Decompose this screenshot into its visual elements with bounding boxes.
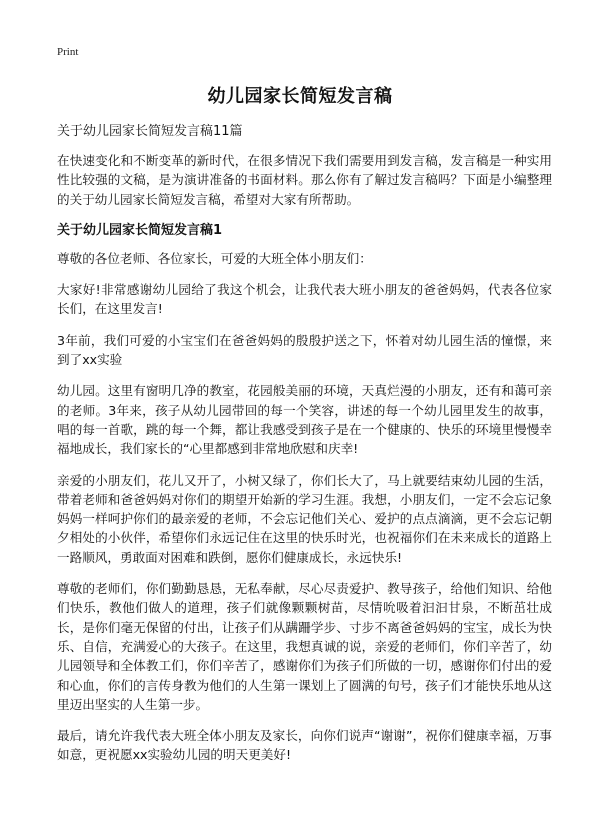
paragraph-greeting: 尊敬的各位老师、各位家长，可爱的大班全体小朋友们： (57, 250, 372, 266)
paragraph-closing: 最后，请允许我代表大班全体小朋友及家长，向你们说声“谢谢”，祝你们健康幸福，万事如意，更祝愿xx实验幼儿园的明天更美好! (57, 728, 552, 763)
paragraph-teachers: 尊敬的老师们，你们勤勤恳恳，无私奉献，尽心尽责爱护、教导孩子，给他们知识、给他们快乐，教他们做人的道理，孩子们就像颗颗树苗，尽情吮吸着汩汩甘泉，不断茁壮成长，是你们毫无保留的付出，让孩子们从蹒跚学步、寸步不离爸爸妈妈的宝宝，成长为快乐、自信，充满爱心的大孩子。在这里，我想真诚的说，亲爱的老师们，你们辛苦了，幼儿园领导和全体教工们，你们辛苦了，感谢你们为孩子们所做的一切，感谢你们付出的爱和心血，你们的言传身教为他们的人生第一课划上了圆满的句号，孩子们才能快乐地从这里迈出坚实的人生第一步。 (57, 581, 552, 712)
paragraph-kindergarten: 幼儿园。这里有窗明几净的教室，花园般美丽的环境，天真烂漫的小朋友，还有和蔼可亲的老师。3年来，孩子从幼儿园带回的每一个笑容，讲述的每一个幼儿园里发生的故事，唱的每一首歌，跳的每一个舞，都让我感受到孩子是在一个健康的、快乐的环境里慢慢幸福地成长，我们家长的“心里都感到非常地欣慰和庆幸! (57, 383, 552, 457)
paragraph-arrival: 3年前，我们可爱的小宝宝们在爸爸妈妈的殷殷护送之下，怀着对幼儿园生活的憧憬，来到了xx实验 (57, 332, 552, 368)
document-body (57, 122, 552, 777)
document-subtitle: 关于幼儿园家长简短发言稿11篇 (57, 124, 243, 139)
intro-paragraph: 在快速变化和不断变革的新时代，在很多情况下我们需要用到发言稿，发言稿是一种实用性比较强的文稿，是为演讲准备的书面材料。那么你有了解过发言稿吗？下面是小编整理的关于幼儿园家长简短发言稿，希望对大家有所帮助。 (57, 153, 552, 207)
section-heading: 关于幼儿园家长简短发言稿1 (57, 222, 223, 238)
print-link[interactable]: Print (57, 46, 79, 58)
paragraph-thanks: 大家好!非常感谢幼儿园给了我这个机会，让我代表大班小朋友的爸爸妈妈，代表各位家长们，在这里发言! (57, 282, 552, 317)
paragraph-children: 亲爱的小朋友们，花儿又开了，小树又绿了，你们长大了，马上就要结束幼儿园的生活，带着老师和爸爸妈妈对你们的期望开始新的学习生涯。我想，小朋友们，一定不会忘记象妈妈一样呵护你们的最亲爱的老师，不会忘记他们关心、爱护的点点滴滴，更不会忘记朝夕相处的小伙伴，希望你们永远记住在这里的快乐时光，也祝福你们在未来成长的道路上一路顺风，勇敢面对困难和跌倒，愿你们健康成长，永远快乐! (57, 472, 552, 565)
document-title: 幼儿园家长简短发言稿 (207, 86, 393, 107)
